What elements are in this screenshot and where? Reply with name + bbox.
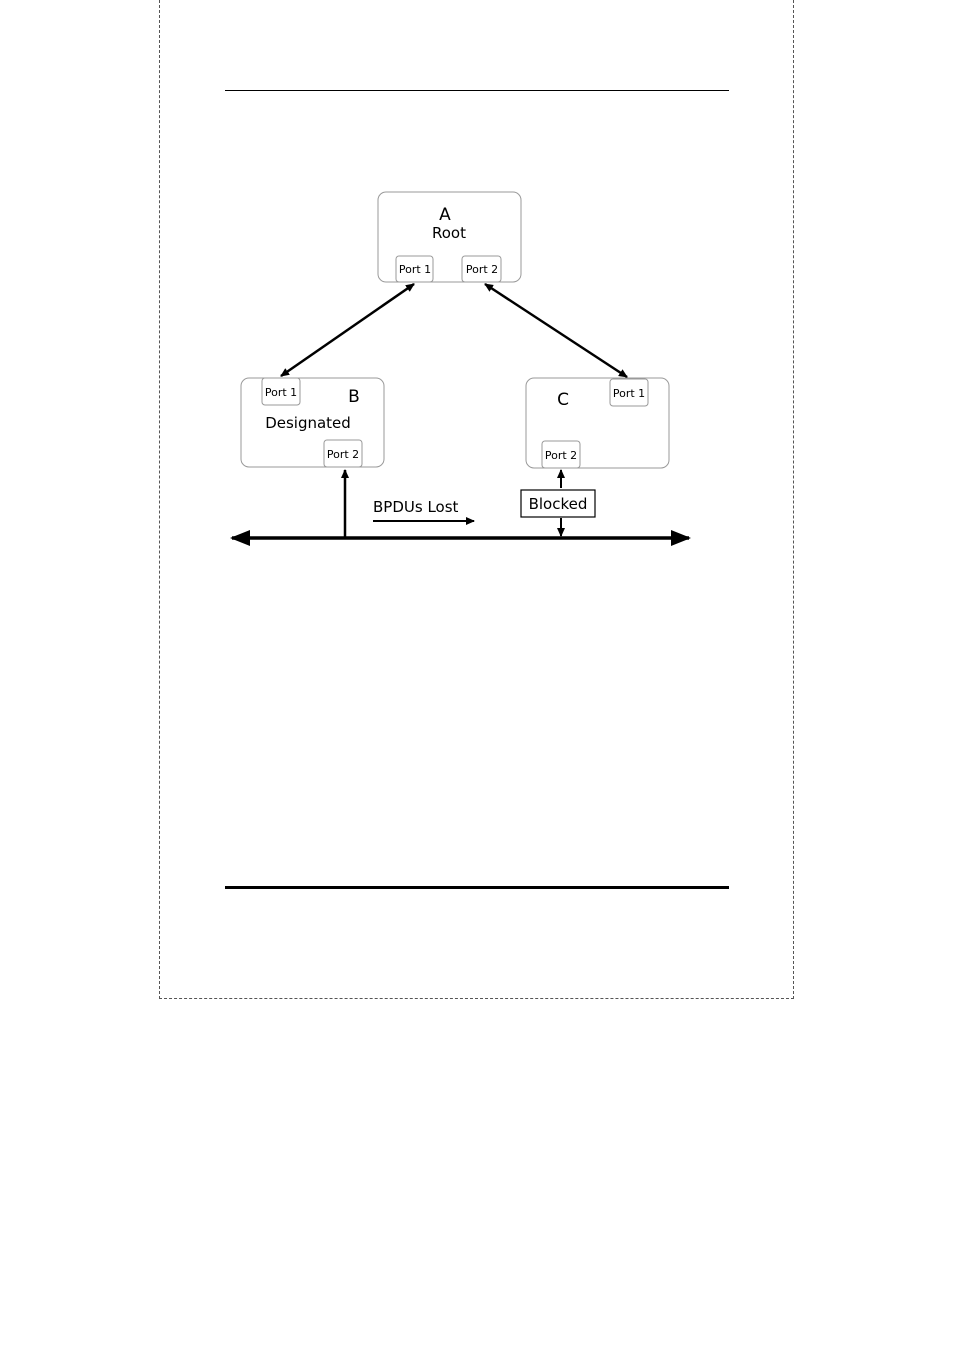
- switch-c-port2-label: Port 2: [544, 449, 578, 462]
- switch-b-port2-label: Port 2: [326, 448, 360, 461]
- switch-a-role: Root: [432, 224, 466, 242]
- link-a-b: [281, 284, 414, 376]
- switch-c-port1-label: Port 1: [612, 387, 646, 400]
- switch-a-port1-label: Port 1: [398, 263, 432, 276]
- switch-a: [378, 192, 521, 282]
- switch-b-role: Designated: [265, 414, 351, 432]
- switch-b-letter: B: [348, 387, 360, 407]
- blocked-label: Blocked: [528, 495, 588, 513]
- switch-b-port1-label: Port 1: [264, 386, 298, 399]
- switch-c: [526, 378, 669, 468]
- switch-a-port2-label: Port 2: [465, 263, 499, 276]
- bpdus-lost-label: BPDUs Lost: [373, 498, 459, 516]
- link-a-c: [485, 284, 627, 377]
- switch-a-letter: A: [439, 205, 451, 225]
- switch-b: [241, 378, 384, 467]
- switch-c-letter: C: [557, 390, 569, 410]
